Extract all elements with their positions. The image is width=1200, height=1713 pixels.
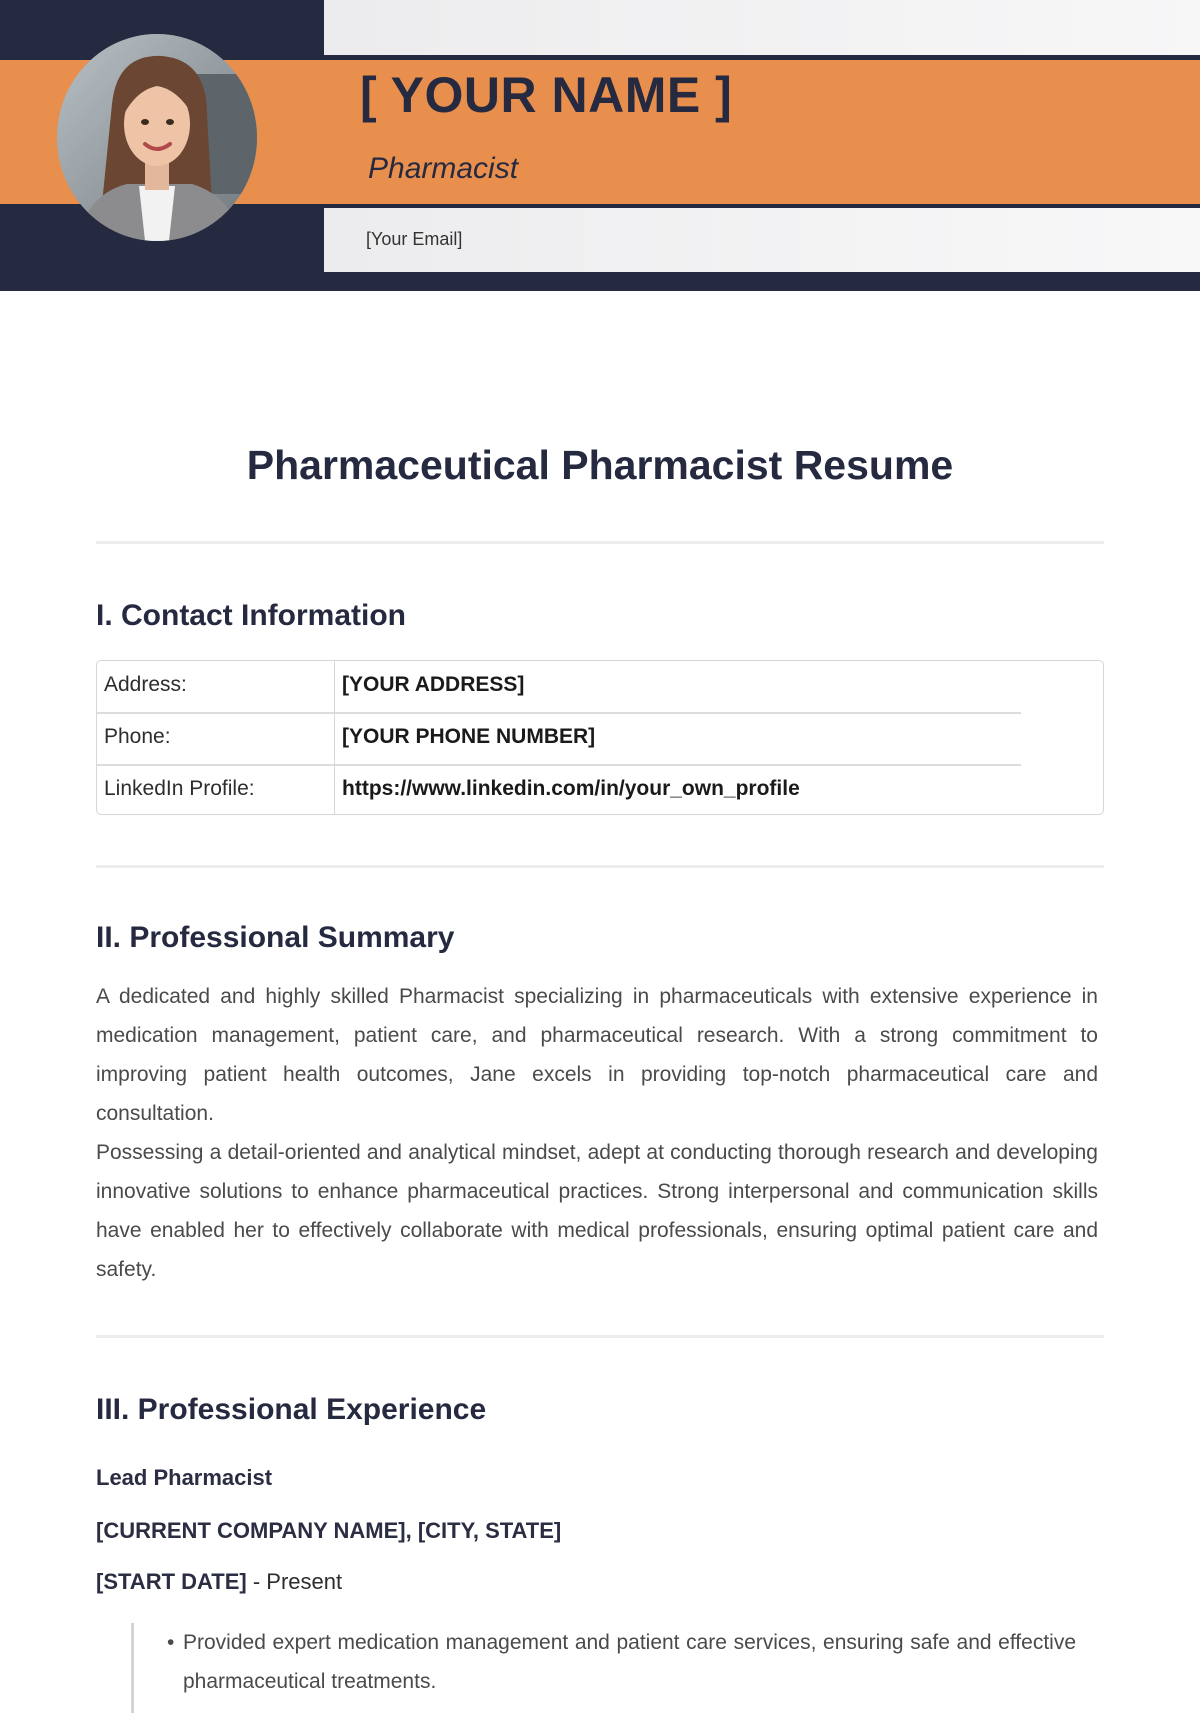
contact-value: [YOUR PHONE NUMBER] <box>342 725 596 748</box>
resume-header <box>0 0 1200 291</box>
contact-row-linkedin <box>97 765 1103 816</box>
job-title <box>96 1465 272 1491</box>
contact-table <box>96 660 1104 815</box>
section-divider <box>96 541 1104 544</box>
section-divider <box>96 865 1104 868</box>
contact-label: Address: <box>104 673 187 696</box>
header-top-panel <box>324 0 1200 55</box>
job-start-date: [START DATE] <box>96 1569 247 1594</box>
candidate-name: [ YOUR NAME ] <box>360 67 733 123</box>
profile-photo <box>57 34 257 241</box>
candidate-email: [Your Email] <box>366 229 463 249</box>
summary-heading: II. Professional Summary <box>96 921 455 954</box>
job-responsibilities <box>131 1623 1076 1713</box>
contact-row-phone <box>97 713 1103 764</box>
contact-row-address <box>97 661 1103 712</box>
candidate-role: Pharmacist <box>368 152 519 185</box>
section-divider <box>96 1335 1104 1338</box>
job-title-text: Lead Pharmacist <box>96 1465 273 1490</box>
job-company-text: [CURRENT COMPANY NAME], [CITY, STATE] <box>96 1518 562 1543</box>
job-dates <box>96 1569 342 1595</box>
responsibility-item: • Provided expert medication management and patient care services, ensuring safe and effective pharmaceutical treatments. <box>167 1623 1076 1701</box>
job-end-date: - Present <box>246 1569 343 1594</box>
contact-label: LinkedIn Profile: <box>104 777 255 800</box>
contact-heading: I. Contact Information <box>96 599 406 632</box>
experience-heading: III. Professional Experience <box>96 1393 487 1426</box>
summary-body <box>96 977 1098 1289</box>
summary-paragraph: Possessing a detail-oriented and analytical mindset, adept at conducting thorough research and developing innovative solutions to enhance pharmaceutical practices. Strong interpersonal and communication skills have enabled her to effectively collaborate with medical professionals, ensuring optimal patient care and safety. <box>96 1141 1098 1281</box>
contact-label: Phone: <box>104 725 171 748</box>
contact-value: [YOUR ADDRESS] <box>342 673 525 696</box>
linkedin-link[interactable]: https://www.linkedin.com/in/your_own_profile <box>342 777 800 800</box>
summary-paragraph: A dedicated and highly skilled Pharmacist specializing in pharmaceuticals with extensive experience in medication management, patient care, and pharmaceutical research. With a strong commitment to improving patient health outcomes, Jane excels in providing top-notch pharmaceutical care and consultation. <box>96 985 1098 1125</box>
document-title: Pharmaceutical Pharmacist Resume <box>246 442 954 488</box>
job-company <box>96 1518 561 1544</box>
